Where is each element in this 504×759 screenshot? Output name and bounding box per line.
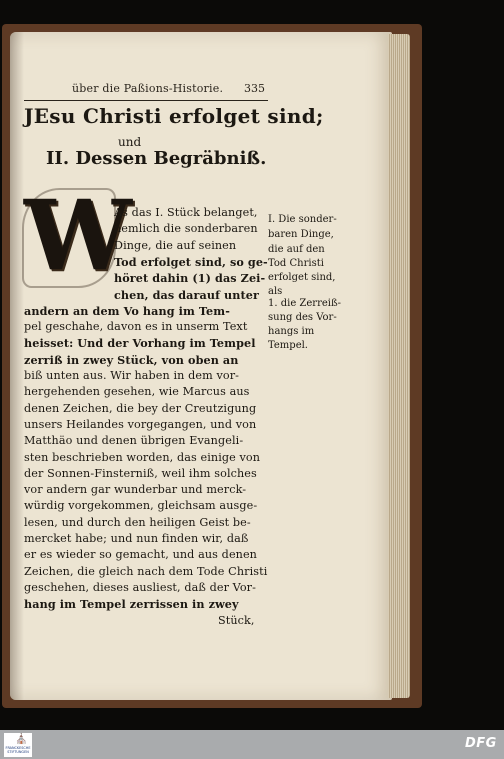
body-line: lesen, und durch den heiligen Geist be- [24,515,251,529]
body-line: mercket habe; und nun finden wir, daß [24,532,249,545]
body-line: biß unten aus. Wir haben in dem vor- [24,369,240,382]
page-edges [388,34,410,698]
body-line: zerriß in zwey Stück, von oben an [24,352,239,367]
footer-bar [0,730,504,759]
margin-note-line: hangs im [268,326,315,337]
body-line: chen, das darauf unter [114,287,259,302]
body-line: andern an dem Vo hang im Tem- [24,303,230,318]
margin-note-line: sung des Vor- [268,312,337,323]
body-line: höret dahin (1) das Zei- [114,271,266,286]
section-subtitle: II. Dessen Begräbniß. [46,148,267,169]
body-line: würdig vorgekommen, gleichsam ausge- [24,499,258,513]
running-header: über die Paßions-Historie. [72,82,224,95]
body-line: Matthäo und denen übrigen Evangeli- [24,434,244,448]
body-line: denen Zeichen, die bey der Creutzigung [24,401,257,415]
margin-note-line: Tempel. [268,340,308,351]
body-line: sten beschrieben worden, das einige von [24,450,261,464]
body-line: hergehenden gesehen, wie Marcus aus [24,385,250,399]
body-line: As das I. Stück belanget, [114,206,258,219]
margin-note-line: baren Dinge, [268,229,334,240]
body-line: Tod erfolget sind, so ge- [114,254,268,269]
body-line: unsers Heilandes vorgegangen, und von [24,417,257,431]
section-title: JEsu Christi erfolget sind; [24,104,324,128]
body-line: Dinge, die auf seinen [114,238,237,252]
francke-logo[interactable] [4,733,32,757]
body-line: pel geschahe, davon es in unserm Text [24,320,248,334]
margin-note-line: Tod Christi [268,258,324,269]
body-line: er es wieder so gemacht, und aus denen [24,548,257,562]
page-number: 335 [244,82,265,95]
margin-note-line: als [268,286,283,297]
dfg-logo[interactable]: DFG [465,736,497,751]
title-conjunction: und [118,135,142,149]
body-line: hang im Tempel zerrissen in zwey [24,597,239,612]
logo-caption: FRANCKESCHE STIFTUNGEN [5,746,31,754]
header-rule [24,100,268,101]
body-line: vor andern gar wunderbar und merck- [24,483,247,497]
margin-note-line: I. Die sonder- [268,214,337,225]
margin-note-line: die auf den [268,244,325,255]
body-line: nemlich die sonderbaren [114,222,258,236]
margin-note-line: 1. die Zerreiß- [268,298,342,309]
decorated-initial: W [24,179,132,292]
building-icon: ⛪ [15,734,28,745]
body-line: der Sonnen-Finsterniß, weil ihm solches [24,466,257,480]
binding-shadow [10,32,24,700]
margin-note-line: erfolget sind, [268,272,336,283]
body-line: Stück, [218,613,255,627]
body-line: heisset: Und der Vorhang im Tempel [24,336,256,351]
body-line: geschehen, dieses ausliest, daß der Vor- [24,580,256,594]
body-line: Zeichen, die gleich nach dem Tode Christi [24,564,268,578]
